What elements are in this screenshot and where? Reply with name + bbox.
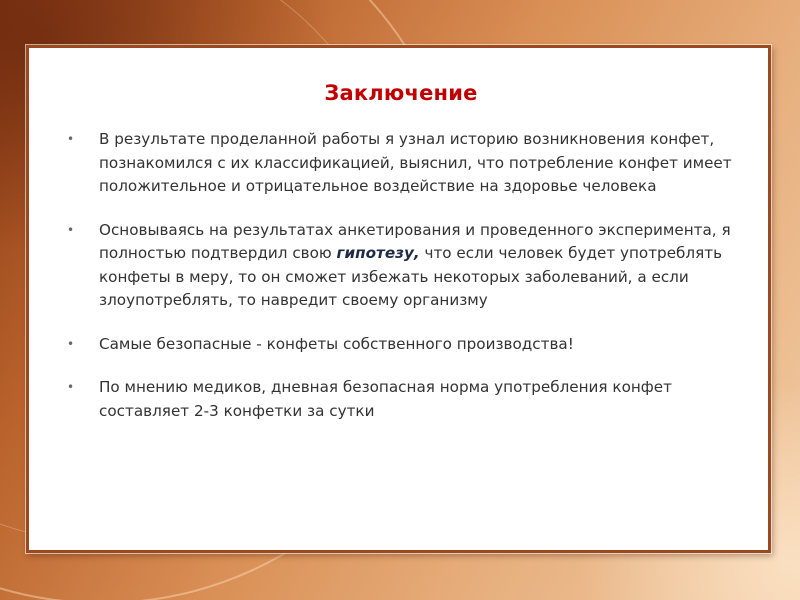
bullet-dot-icon: • [67,380,75,394]
bullet-text-before: Основываясь на результатах анкетирования и проведенного эксперимента, я полностью подтвердил свою [99,220,731,262]
slide-title: Заключение [324,81,478,105]
bullet-text: В результате проделанной работы я узнал историю возникновения конфет, познакомился с их классификацией, выяснил, что потребление конфет имеет положительное и отрицательное воздействие на здоровье человека [99,130,732,195]
bullet-list [67,128,747,423]
bullet-item-3 [67,333,747,357]
bullet-text: По мнению медиков, дневная безопасная норма употребления конфет составляет 2-3 конфетки за сутки [99,378,672,420]
hypothesis-highlight: гипотезу, [336,244,420,262]
bullet-item-4 [67,376,747,423]
bullet-dot-icon: • [67,336,75,351]
bullet-item-1 [67,128,747,199]
bullet-dot-icon: • [67,222,75,237]
bullet-text-after: что если человек будет употреблять конфеты в меру, то он сможет избежать некоторых заболеваний, а если злоупотреблять, то навредит своему организму [99,244,723,309]
bullet-text: Самые безопасные - конфеты собственного производства! [99,334,574,353]
bullet-item-2 [67,219,747,313]
slide-content-frame [26,45,771,553]
bullet-dot-icon: • [67,132,75,146]
